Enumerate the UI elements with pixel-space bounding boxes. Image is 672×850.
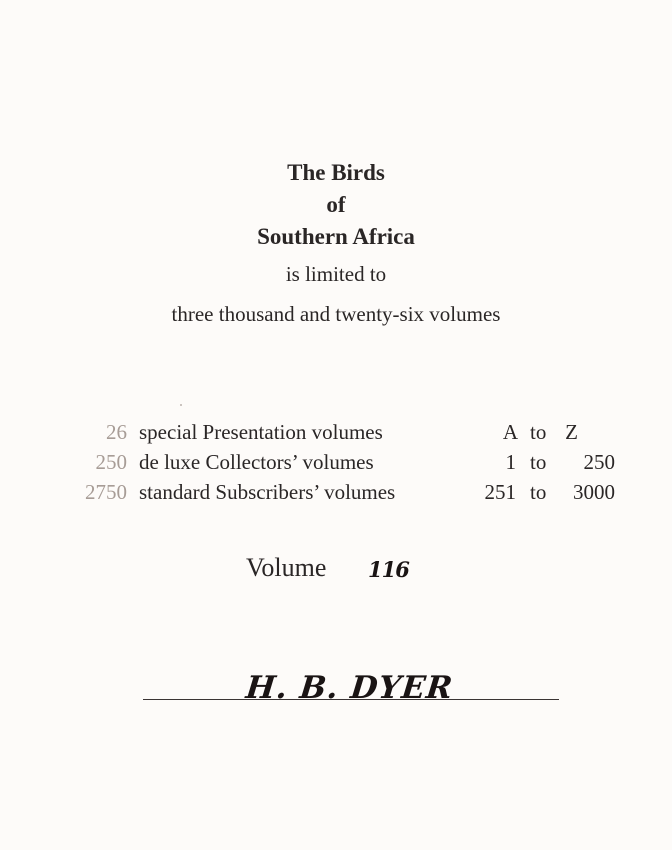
edition-description: de luxe Collectors’ volumes: [139, 450, 374, 474]
edition-range-start: 251: [484, 480, 516, 504]
volume-number-handwritten: 116: [368, 557, 409, 582]
edition-range-end: 250: [583, 450, 615, 474]
statement-line-1: is limited to: [285, 262, 387, 286]
edition-description: special Presentation volumes: [139, 420, 383, 444]
signature: H. B. DYER: [244, 670, 455, 706]
edition-range-to: to: [530, 420, 547, 444]
edition-quantity: 2750: [85, 480, 127, 504]
title-line-2: of: [326, 192, 346, 217]
edition-range-start: 1: [505, 450, 516, 474]
edition-range-end: Z: [565, 420, 578, 444]
edition-row: [0, 480, 672, 510]
statement-line-2: three thousand and twenty-six volumes: [171, 302, 501, 326]
edition-range-start: A: [502, 420, 518, 444]
edition-description: standard Subscribers’ volumes: [139, 480, 396, 504]
paper-speck: [180, 404, 182, 406]
volume-label: Volume: [246, 553, 327, 582]
edition-row: [0, 450, 672, 480]
edition-range-end: 3000: [573, 480, 615, 504]
title-line-3: Southern Africa: [257, 224, 415, 249]
edition-quantity: 250: [95, 450, 127, 474]
title-line-1: The Birds: [287, 160, 385, 185]
edition-quantity: 26: [106, 420, 127, 444]
edition-row: [0, 420, 672, 450]
edition-range-to: to: [530, 480, 547, 504]
signature-line: [143, 699, 559, 700]
edition-range-to: to: [530, 450, 547, 474]
